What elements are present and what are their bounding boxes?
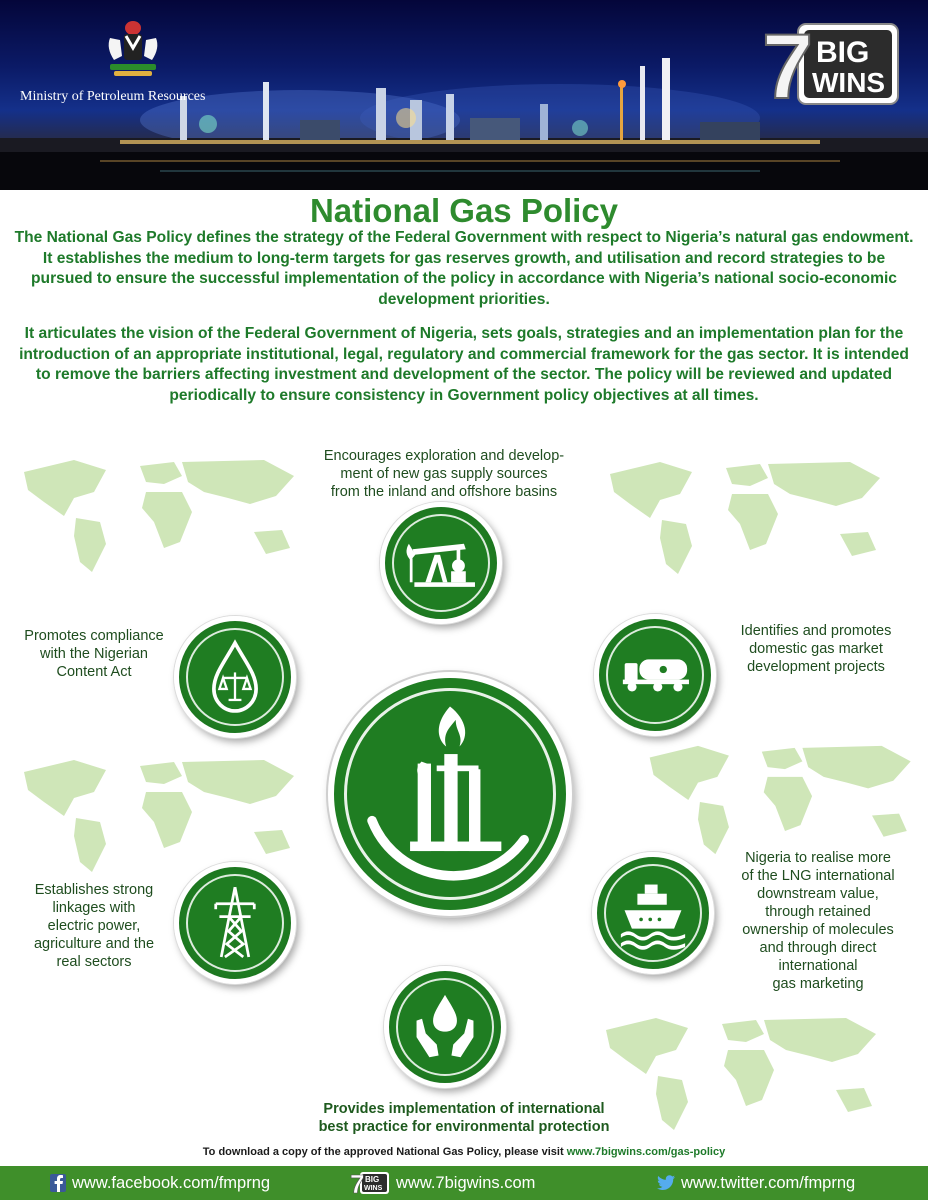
twitter-link[interactable]: [657, 1171, 855, 1195]
website-url: www.7bigwins.com: [396, 1173, 536, 1192]
tanker-truck-icon: [599, 619, 711, 731]
oil-pump-jack-icon: [385, 507, 497, 619]
facebook-icon: [50, 1174, 66, 1192]
world-map-decoration-middle-left: [14, 752, 314, 882]
lng-circle: [592, 852, 714, 974]
svg-text:BIG: BIG: [816, 36, 870, 69]
website-link[interactable]: [350, 1171, 535, 1195]
caption-domestic-market: Identifies and promotes domestic gas market development projects: [740, 623, 892, 675]
ministry-name: Ministry of Petroleum Resources: [20, 89, 206, 104]
caption-lng: Nigeria to realise more of the LNG international downstream value, through retained ownership of molecules and through direct international gas marketing: [741, 850, 895, 992]
caption-compliance: Promotes compliance with the Nigerian Content Act: [24, 628, 164, 680]
caption-exploration: Encourages exploration and develop- ment of new gas supply sources from the inland and offshore basins: [323, 448, 565, 500]
power-pylon-icon: [179, 867, 291, 979]
justice-scales-drop-icon: [179, 621, 291, 733]
svg-text:BIG: BIG: [365, 1175, 380, 1184]
environment-circle: [384, 966, 506, 1088]
svg-text:WINS: WINS: [812, 67, 886, 98]
intro-paragraph-2: It articulates the vision of the Federal Government of Nigeria, sets goals, strategies and an implementation plan for the introduction of an appropriate institutional, legal, regulatory and commercial framework for the gas sector. It is intended to remove the barriers affecting investment and development of the sector. The policy will be reviewed and updated periodically to ensure consistency in Government policy objectives at all times.: [19, 325, 909, 404]
caption-linkages: Establishes strong linkages with electric power, agriculture and the real sectors: [33, 882, 155, 970]
coat-of-arms-icon: [100, 16, 166, 80]
intro-paragraph-1: The National Gas Policy defines the strategy of the Federal Government with respect to Nigeria’s natural gas endowment. It establishes the medium to long-term targets for gas reserves growth, and utilisation and record strategies to be pursued to ensure the successful implementation of the policy in accordance with Nigeria’s national socio-economic development priorities.: [14, 229, 914, 308]
download-note: [0, 1146, 928, 1158]
world-map-decoration-middle-right: [640, 736, 928, 866]
svg-text:7: 7: [762, 18, 814, 106]
header-banner: [0, 0, 928, 190]
exploration-circle: [380, 502, 502, 624]
twitter-bird-icon: [657, 1175, 675, 1191]
domestic-market-circle: [594, 614, 716, 736]
lng-ship-icon: [597, 857, 709, 969]
7bigwins-logo: [760, 18, 900, 106]
world-map-decoration-top-left: [14, 452, 314, 582]
facebook-url: www.facebook.com/fmprng: [72, 1173, 271, 1192]
center-gas-flare-circle: [328, 672, 572, 916]
svg-text:WINS: WINS: [364, 1185, 383, 1192]
twitter-url: www.twitter.com/fmprng: [681, 1173, 856, 1192]
page-title: National Gas Policy: [309, 192, 619, 229]
gas-flare-refinery-icon: [334, 678, 566, 910]
svg-text:7: 7: [350, 1171, 365, 1195]
linkages-circle: [174, 862, 296, 984]
caption-environment: Provides implementation of international best practice for environmental protection: [318, 1101, 610, 1135]
world-map-decoration-top-right: [600, 454, 900, 584]
compliance-circle: [174, 616, 296, 738]
footer-bar: [0, 1166, 928, 1200]
download-link[interactable]: www.7bigwins.com/gas-policy: [566, 1146, 726, 1158]
7bigwins-mini-logo: [350, 1171, 390, 1195]
hands-drop-icon: [389, 971, 501, 1083]
facebook-link[interactable]: [50, 1171, 270, 1195]
download-text: To download a copy of the approved National Gas Policy, please visit: [202, 1146, 567, 1158]
